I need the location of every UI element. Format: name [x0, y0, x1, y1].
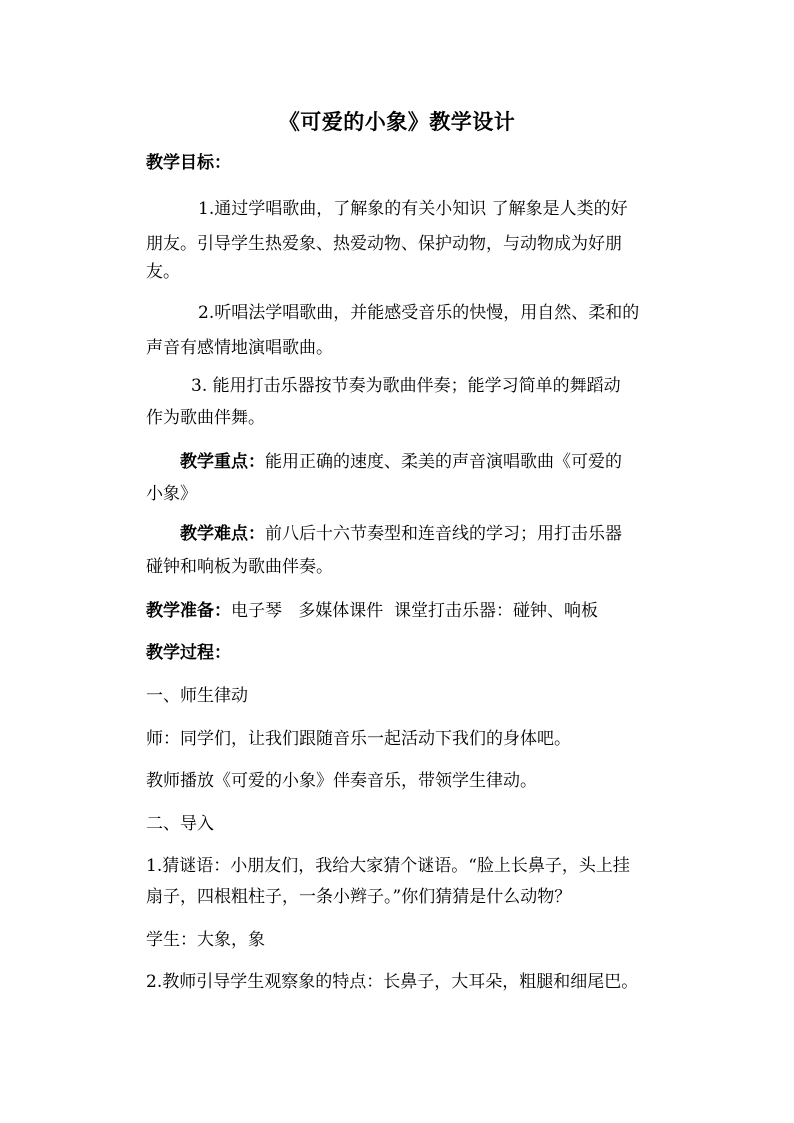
observe-line: 2.教师引导学生观察象的特点：长鼻子，大耳朵，粗腿和细尾巴。 [146, 972, 639, 992]
objective-1-line-3: 友。 [146, 262, 180, 282]
teacher-line: 师：同学们，让我们跟随音乐一起活动下我们的身体吧。 [146, 729, 571, 749]
objective-3-line-2: 作为歌曲伴舞。 [146, 408, 265, 428]
key-point-text: 能用正确的速度、柔美的声音演唱歌曲《可爱的 [265, 452, 622, 472]
key-point-label: 教学重点： [180, 452, 265, 472]
difficulty-label: 教学难点： [180, 524, 265, 544]
preparation-text: 电子琴 多媒体课件 课堂打击乐器：碰钟、响板 [231, 601, 599, 621]
objective-2-line-1: 2.听唱法学唱歌曲，并能感受音乐的快慢，用自然、柔和的 [198, 303, 640, 323]
preparation-line [146, 600, 598, 622]
difficulty-line-2: 碰钟和响板为歌曲伴奏。 [146, 557, 333, 577]
objective-2-line-2: 声音有感情地演唱歌曲。 [146, 338, 333, 358]
document-title: 《可爱的小象》教学设计 [278, 109, 516, 134]
objective-3-line-1: 3. 能用打击乐器按节奏为歌曲伴奏；能学习简单的舞蹈动 [191, 376, 621, 396]
preparation-label: 教学准备： [146, 601, 231, 621]
objective-1-line-1: 1.通过学唱歌曲，了解象的有关小知识 了解象是人类的好 [198, 199, 628, 219]
key-point-line-2: 小象》 [146, 484, 197, 504]
teacher-action: 教师播放《可爱的小象》伴奏音乐，带领学生律动。 [146, 771, 537, 791]
student-answer: 学生：大象，象 [146, 930, 265, 950]
process-heading: 教学过程： [146, 643, 231, 663]
difficulty-line-1 [180, 523, 622, 545]
key-point-line-1 [180, 451, 622, 473]
section-1-heading: 一、师生律动 [146, 686, 248, 706]
difficulty-text: 前八后十六节奏型和连音线的学习；用打击乐器 [265, 524, 622, 544]
riddle-line-1: 1.猜谜语：小朋友们，我给大家猜个谜语。“脸上长鼻子，头上挂 [146, 856, 630, 876]
section-2-heading: 二、导入 [146, 814, 214, 834]
riddle-line-2: 扇子，四根粗柱子，一条小辫子。”你们猜猜是什么动物？ [146, 887, 572, 907]
objective-1-line-2: 朋友。引导学生热爱象、热爱动物、保护动物，与动物成为好朋 [146, 234, 622, 254]
objectives-heading: 教学目标： [146, 153, 231, 173]
